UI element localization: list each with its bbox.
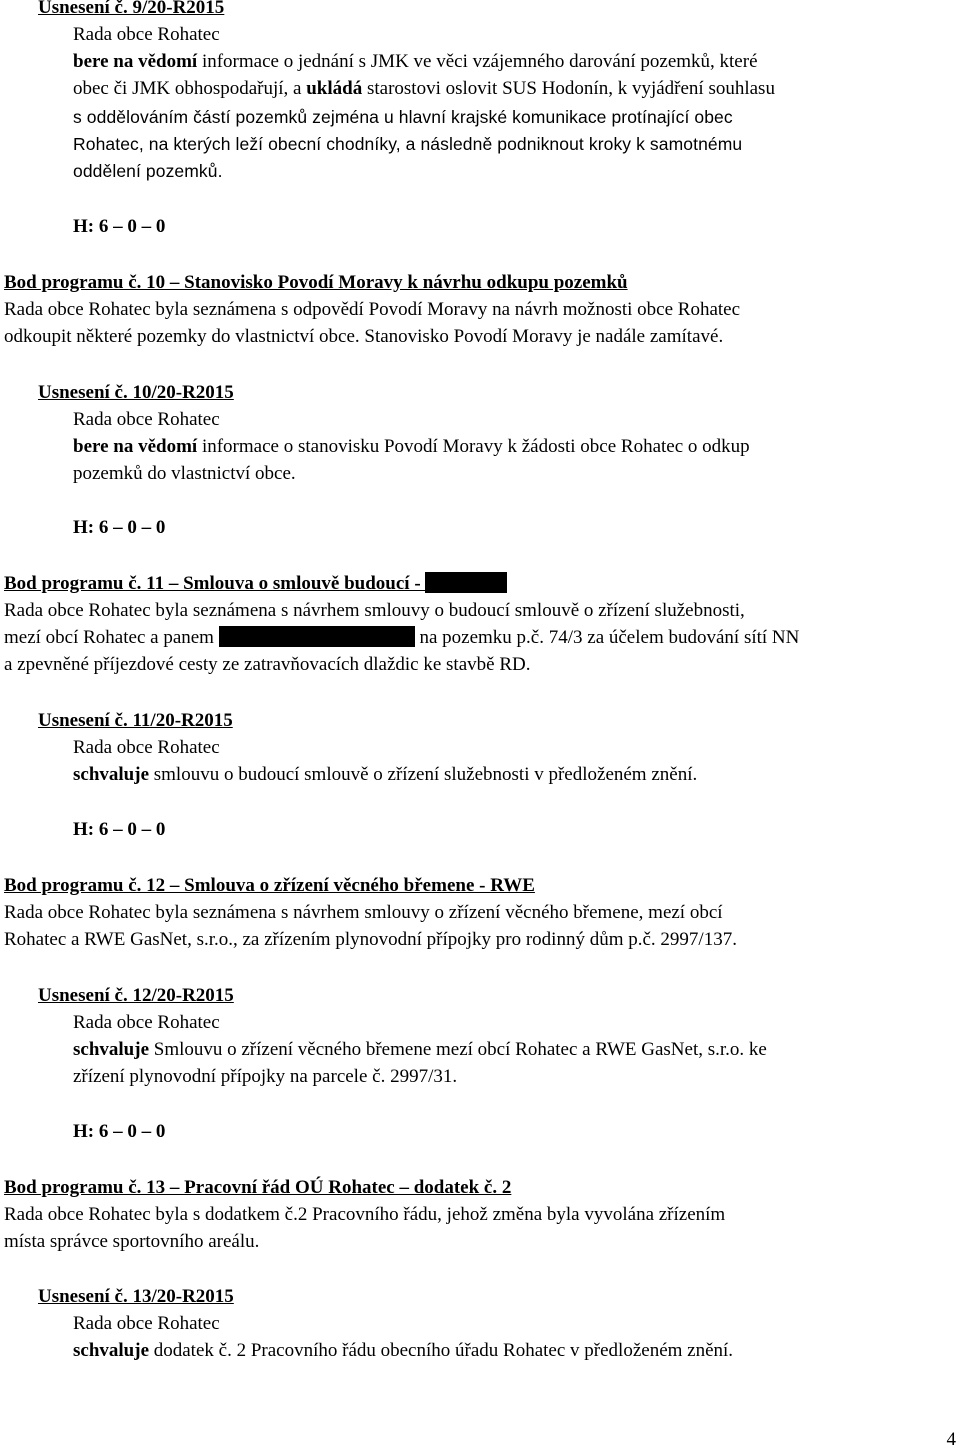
resolution-text-rest: smlouvu o budoucí smlouvě o zřízení služebnosti v předloženém znění. — [149, 764, 698, 785]
agenda-heading: Bod programu č. 12 – Smlouva o zřízení věcného břemene - RWE — [4, 875, 535, 896]
resolution-body: Rada obce Rohatec — [73, 409, 220, 430]
redacted-name — [219, 626, 415, 647]
agenda-text: a zpevněné příjezdové cesty ze zatravňovacích dlaždic ke stavbě RD. — [4, 654, 531, 675]
resolution-body: Rada obce Rohatec — [73, 1313, 220, 1334]
resolution-title: Usnesení č. 9/20-R2015 — [38, 0, 225, 18]
resolution-text — [73, 1337, 733, 1364]
page-number: 4 — [946, 1429, 956, 1450]
agenda-text: odkoupit některé pozemky do vlastnictví obce. Stanovisko Povodí Moravy je nadále zamítavé. — [4, 326, 724, 347]
resolution-body: Rada obce Rohatec — [73, 737, 220, 758]
resolution-text — [73, 433, 750, 460]
agenda-heading: Bod programu č. 10 – Stanovisko Povodí Moravy k návrhu odkupu pozemků — [4, 272, 628, 293]
resolution-verb: bere na vědomí — [73, 436, 198, 457]
agenda-text: místa správce sportovního areálu. — [4, 1231, 260, 1252]
agenda-text: Rohatec a RWE GasNet, s.r.o., za zřízením plynovodní přípojky pro rodinný dům p.č. 2997/137. — [4, 929, 737, 950]
resolution-title: Usnesení č. 11/20-R2015 — [38, 710, 233, 731]
agenda-text: Rada obce Rohatec byla seznámena s návrhem smlouvy o zřízení věcného břemene, mezí obcí — [4, 902, 723, 923]
resolution-verb: bere na vědomí — [73, 51, 198, 72]
resolution-body: Rada obce Rohatec — [73, 24, 220, 45]
vote-result: H: 6 – 0 – 0 — [73, 216, 166, 237]
resolution-verb: schvaluje — [73, 1340, 149, 1361]
agenda-text-a: mezí obcí Rohatec a panem — [4, 627, 219, 648]
resolution-text — [73, 761, 697, 788]
resolution-text-rest: informace o jednání s JMK ve věci vzájemného darování pozemků, které — [197, 51, 758, 72]
agenda-heading — [4, 570, 507, 597]
agenda-text-b: na pozemku p.č. 74/3 za účelem budování sítí NN — [414, 627, 800, 648]
resolution-text: zřízení plynovodní přípojky na parcele č. 2997/31. — [73, 1066, 458, 1087]
vote-result: H: 6 – 0 – 0 — [73, 1121, 166, 1142]
redacted-name — [425, 572, 507, 593]
resolution-verb: ukládá — [306, 78, 363, 99]
resolution-verb: schvaluje — [73, 1039, 149, 1060]
agenda-heading-text: Bod programu č. 11 – Smlouva o smlouvě budoucí - — [4, 573, 426, 594]
resolution-verb: schvaluje — [73, 764, 149, 785]
resolution-text-rest: dodatek č. 2 Pracovního řádu obecního úřadu Rohatec v předloženém znění. — [149, 1340, 734, 1361]
resolution-text-rest: informace o stanovisku Povodí Moravy k žádosti obce Rohatec o odkup — [197, 436, 750, 457]
resolution-text-a: obec či JMK obhospodařují, a — [73, 78, 307, 99]
vote-result: H: 6 – 0 – 0 — [73, 819, 166, 840]
resolution-text-rest: Smlouvu o zřízení věcného břemene mezí obcí Rohatec a RWE GasNet, s.r.o. ke — [149, 1039, 767, 1060]
resolution-text-b: starostovi oslovit SUS Hodonín, k vyjádření souhlasu — [362, 78, 775, 99]
resolution-text — [73, 48, 956, 75]
agenda-text: Rada obce Rohatec byla seznámena s návrhem smlouvy o budoucí smlouvě o zřízení služebnosti, — [4, 600, 745, 621]
resolution-text: s oddělováním částí pozemků zejména u hlavní krajské komunikace protínající obec — [73, 107, 733, 127]
vote-result: H: 6 – 0 – 0 — [73, 517, 166, 538]
resolution-title: Usnesení č. 12/20-R2015 — [38, 985, 234, 1006]
resolution-text — [73, 75, 775, 102]
agenda-text — [4, 624, 799, 651]
resolution-title: Usnesení č. 10/20-R2015 — [38, 382, 234, 403]
resolution-text: Rohatec, na kterých leží obecní chodníky, a následně podniknout kroky k samotnému — [73, 134, 743, 154]
resolution-text — [73, 1036, 767, 1063]
agenda-heading: Bod programu č. 13 – Pracovní řád OÚ Rohatec – dodatek č. 2 — [4, 1177, 512, 1198]
resolution-body: Rada obce Rohatec — [73, 1012, 220, 1033]
agenda-text: Rada obce Rohatec byla seznámena s odpovědí Povodí Moravy na návrh možnosti obce Rohatec — [4, 299, 741, 320]
resolution-text: pozemků do vlastnictví obce. — [73, 463, 296, 484]
agenda-text: Rada obce Rohatec byla s dodatkem č.2 Pracovního řádu, jehož změna byla vyvolána zřízením — [4, 1204, 726, 1225]
resolution-text: oddělení pozemků. — [73, 161, 223, 181]
resolution-title: Usnesení č. 13/20-R2015 — [38, 1286, 234, 1307]
